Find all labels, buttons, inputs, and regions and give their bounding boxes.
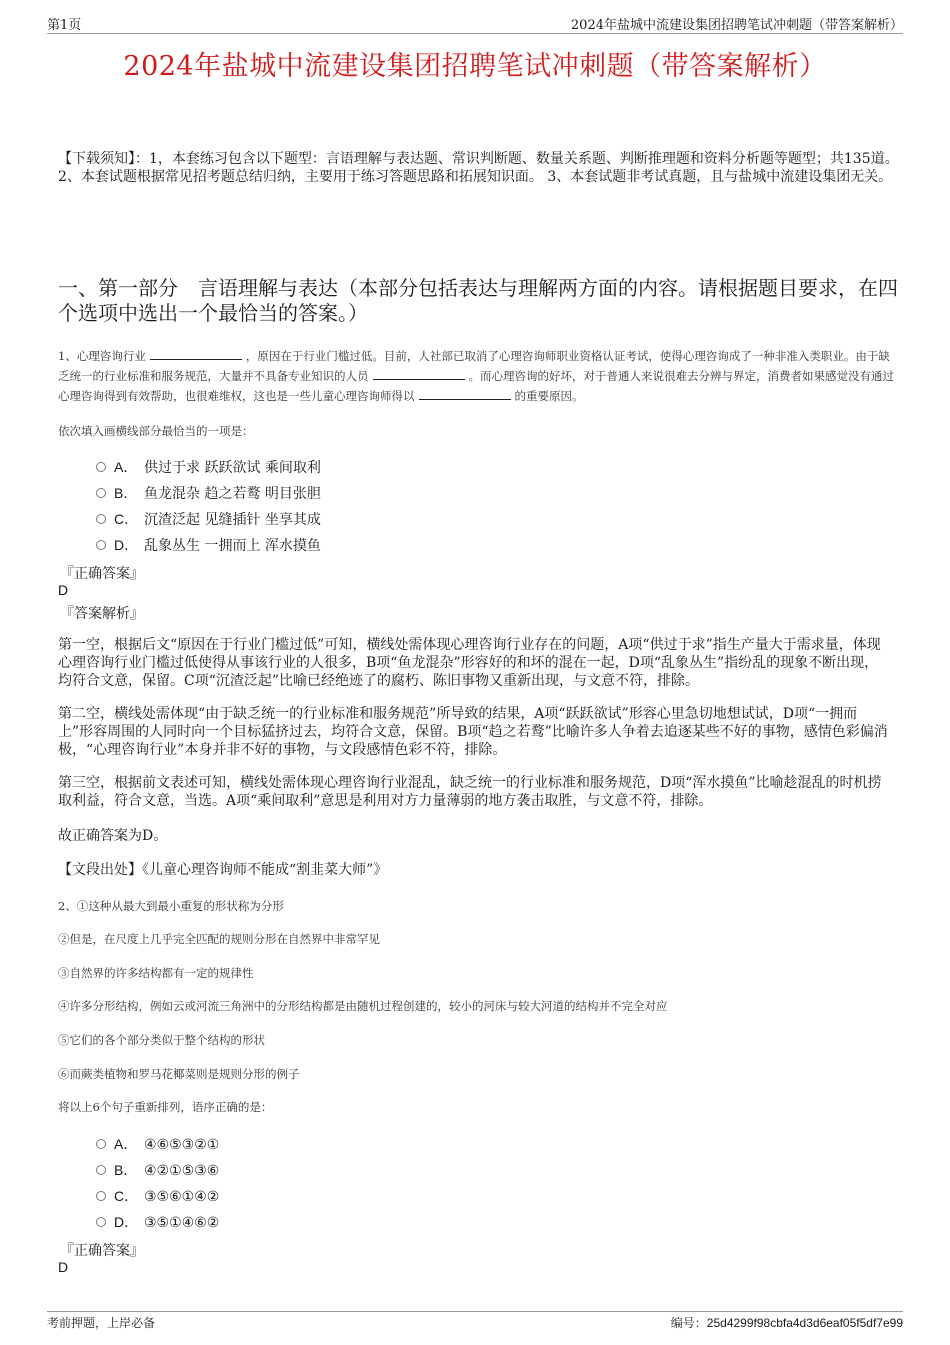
q2-sentence: ⑥而蕨类植物和罗马花椰菜则是规则分形的例子 bbox=[58, 1067, 300, 1081]
q2-option-c[interactable] bbox=[96, 1186, 219, 1206]
radio-icon[interactable] bbox=[96, 462, 106, 472]
analysis-paragraph-2: 第二空，横线处需体现“由于缺乏统一的行业标准和服务规范”所导致的结果，A项“跃跃欲试”形容心里急切地想试试，D项“一拥而上”形容周围的人同时向一个目标猛挤过去，均符合文意，保留。B项“趋之若鹜”比喻许多人争着去追逐某些不好的事物，感情色彩偏消极，“心理咨询行业”本身并非不好的事物，与文段感情色彩不符，排除。 bbox=[58, 706, 888, 758]
q1-text-part2: ，原因在于行业门槛过低。目前，人社部已取消了心理咨询师职业资格认证考试，使得心理咨询成了一种非准入类职业。由于缺乏统一的行业标准和服务规范，大量并不具备专业知识的人员 bbox=[58, 349, 890, 383]
q2-answer: D bbox=[58, 1259, 69, 1275]
analysis-conclusion: 故正确答案为D。 bbox=[58, 828, 168, 844]
q2-sentence: 2、①这种从最大到最小重复的形状称为分形 bbox=[58, 899, 284, 913]
q1-analysis-label: 『答案解析』 bbox=[60, 606, 144, 622]
header-divider bbox=[47, 33, 903, 34]
question-1-stem bbox=[58, 346, 898, 406]
section-heading: 一、第一部分 言语理解与表达（本部分包括表达与理解两方面的内容。请根据题目要求，在四个选项中选出一个最恰当的答案。） bbox=[58, 276, 898, 325]
option-letter: A． bbox=[114, 1136, 138, 1152]
option-text: ③⑤①④⑥② bbox=[144, 1215, 220, 1231]
fill-blank-3 bbox=[419, 387, 511, 400]
page-number: 第1页 bbox=[47, 18, 82, 33]
question-2-prompt: 将以上6个句子重新排列，语序正确的是： bbox=[58, 1100, 273, 1114]
fill-blank-1 bbox=[150, 347, 242, 360]
option-text: ④⑥⑤③②① bbox=[144, 1137, 220, 1153]
q2-sentence: ③自然界的许多结构都有一定的规律性 bbox=[58, 966, 254, 980]
option-text: 沉渣泛起 见缝插针 坐享其成 bbox=[144, 512, 321, 528]
header-doc-title: 2024年盐城中流建设集团招聘笔试冲刺题（带答案解析） bbox=[570, 18, 903, 33]
option-text: ④②①⑤③⑥ bbox=[144, 1163, 220, 1179]
radio-icon[interactable] bbox=[96, 488, 106, 498]
option-text: 鱼龙混杂 趋之若鹜 明目张胆 bbox=[144, 486, 321, 502]
radio-icon[interactable] bbox=[96, 1217, 106, 1227]
option-letter: B． bbox=[114, 485, 138, 501]
q2-sentence: ⑤它们的各个部分类似于整个结构的形状 bbox=[58, 1033, 265, 1047]
q1-option-c[interactable] bbox=[96, 509, 321, 529]
q1-text-part4: 的重要原因。 bbox=[514, 389, 584, 403]
option-text: 乱象丛生 一拥而上 浑水摸鱼 bbox=[144, 538, 321, 554]
download-notice: 【下载须知】：1，本套练习包含以下题型：言语理解与表达题、常识判断题、数量关系题、判断推理题和资料分析题等题型；共135道。 2、本套试题根据常见招考题总结归纳，主要用于练习答题思路和拓展知识面。 3、本套试题非考试真题，且与盐城中流建设集团无关。 bbox=[58, 151, 899, 185]
radio-icon[interactable] bbox=[96, 1139, 106, 1149]
q2-option-d[interactable] bbox=[96, 1212, 219, 1232]
page-title: 2024年盐城中流建设集团招聘笔试冲刺题（带答案解析） bbox=[123, 51, 827, 82]
q1-option-b[interactable] bbox=[96, 483, 321, 503]
option-letter: A． bbox=[114, 459, 138, 475]
footer-code bbox=[671, 1314, 903, 1331]
footer-slogan: 考前押题，上岸必备 bbox=[47, 1316, 156, 1330]
radio-icon[interactable] bbox=[96, 514, 106, 524]
option-letter: D． bbox=[114, 1214, 139, 1230]
option-letter: B． bbox=[114, 1162, 138, 1178]
q2-sentence: ④许多分形结构，例如云或河流三角洲中的分形结构都是由随机过程创建的，较小的河床与较大河道的结构并不完全对应 bbox=[58, 999, 668, 1013]
radio-icon[interactable] bbox=[96, 1191, 106, 1201]
footer-divider bbox=[47, 1311, 903, 1312]
option-text: ③⑤⑥①④② bbox=[144, 1189, 220, 1205]
q2-option-b[interactable] bbox=[96, 1160, 219, 1180]
option-letter: C． bbox=[114, 1188, 139, 1204]
q1-text-part1: 1、心理咨询行业 bbox=[58, 349, 146, 363]
option-letter: C． bbox=[114, 511, 139, 527]
footer-code-value: 25d4299f98cbfa4d3d6eaf05f5df7e99 bbox=[706, 1316, 903, 1330]
q1-answer-label: 『正确答案』 bbox=[60, 566, 144, 582]
analysis-paragraph-1: 第一空，根据后文“原因在于行业门槛过低”可知，横线处需体现心理咨询行业存在的问题，A项“供过于求”指生产量大于需求量，体现心理咨询行业门槛过低使得从事该行业的人很多，B项“鱼龙混杂”形容好的和坏的混在一起，D项“乱象丛生”指纷乱的现象不断出现，均符合文意，保留。C项“沉渣泛起”比喻已经绝迹了的腐朽、陈旧事物又重新出现，与文意不符，排除。 bbox=[58, 637, 881, 689]
radio-icon[interactable] bbox=[96, 1165, 106, 1175]
option-letter: D． bbox=[114, 537, 139, 553]
q1-option-d[interactable] bbox=[96, 535, 321, 555]
footer-code-label: 编号： bbox=[670, 1316, 707, 1330]
q1-text-part3: 。而心理咨询的好坏，对于普通人来说很难去分辨与界定，消费者如果感觉没有通过心理咨询得到有效帮助，也很难维权，这也是一些儿童心理咨询师得以 bbox=[58, 369, 894, 403]
q2-option-a[interactable] bbox=[96, 1134, 219, 1154]
analysis-paragraph-3: 第三空，根据前文表述可知，横线处需体现心理咨询行业混乱，缺乏统一的行业标准和服务规范，D项“浑水摸鱼”比喻趁混乱的时机捞取利益，符合文意，当选。A项“乘间取利”意思是利用对方力量薄弱的地方袭击取胜，与文意不符，排除。 bbox=[58, 775, 882, 809]
q1-option-a[interactable] bbox=[96, 457, 321, 477]
source-citation: 【文段出处】《儿童心理咨询师不能成“割韭菜大师”》 bbox=[58, 862, 388, 878]
question-1-prompt: 依次填入画横线部分最恰当的一项是： bbox=[58, 424, 254, 438]
fill-blank-2 bbox=[373, 367, 465, 380]
q2-sentence: ②但是，在尺度上几乎完全匹配的规则分形在自然界中非常罕见 bbox=[58, 932, 380, 946]
option-text: 供过于求 跃跃欲试 乘间取利 bbox=[144, 460, 321, 476]
radio-icon[interactable] bbox=[96, 540, 106, 550]
q1-answer: D bbox=[58, 582, 69, 598]
q2-answer-label: 『正确答案』 bbox=[60, 1243, 144, 1259]
